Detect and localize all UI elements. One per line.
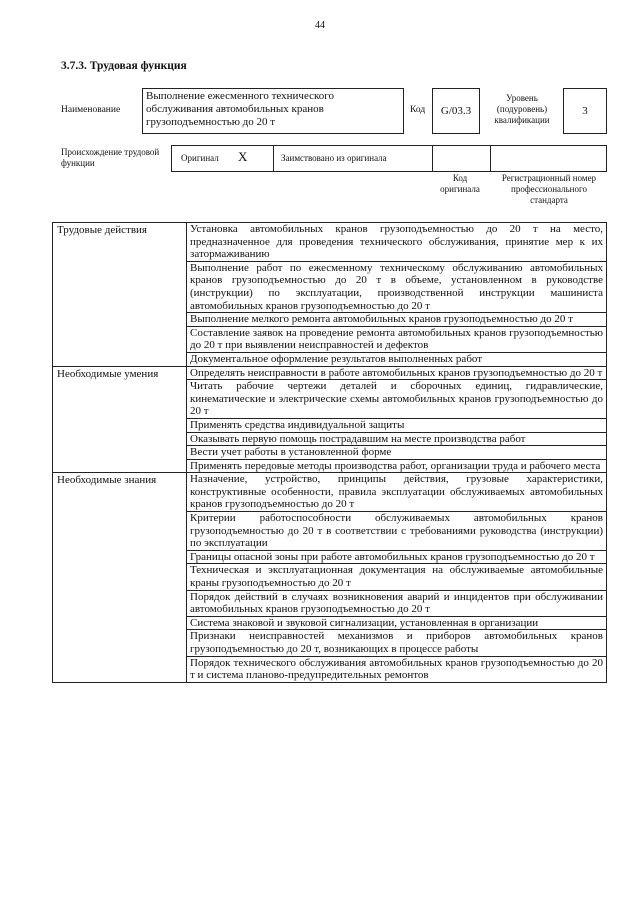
list-item: Применять передовые методы производства работ, организации труда и рабочего места (187, 459, 607, 473)
list-item: Границы опасной зоны при работе автомобильных кранов грузоподъемностью до 20 т (187, 550, 607, 564)
code-label: Код (410, 105, 426, 115)
list-item: Установка автомобильных кранов грузоподъемностью до 20 т на место, предназначенное для проведения технического обслуживания, принятие мер к их затормаживанию (187, 223, 607, 262)
list-item: Применять средства индивидуальной защиты (187, 418, 607, 432)
list-item: Вести учет работы в установленной форме (187, 446, 607, 460)
section-title: 3.7.3. Трудовая функция (61, 60, 187, 72)
reg-number-label: Регистрационный номер профессионального стандарта (501, 173, 597, 205)
list-item: Оказывать первую помощь пострадавшим на месте производства работ (187, 432, 607, 446)
table-row (53, 473, 607, 512)
list-item: Документальное оформление результатов выполненных работ (187, 352, 607, 366)
page-number: 44 (315, 20, 325, 31)
list-item: Критерии работоспособности обслуживаемых автомобильных кранов грузоподъемностью до 20 т в соответствии с требованиями руководства (инструкции) по эксплуатации (187, 512, 607, 551)
origin-row (171, 145, 607, 172)
name-label: Наименование (61, 105, 121, 115)
category-cell: Необходимые знания (53, 473, 187, 683)
list-item: Определять неисправности в работе автомобильных кранов грузоподъемностью до 20 т (187, 366, 607, 380)
list-item: Выполнение мелкого ремонта автомобильных кранов грузоподъемностью до 20 т (187, 313, 607, 327)
list-item: Порядок технического обслуживания автомобильных кранов грузоподъемностью до 20 т и система планово-предупредительных ремонтов (187, 656, 607, 682)
level-value: 3 (563, 88, 607, 134)
level-label: Уровень (подуровень) квалификации (494, 93, 550, 125)
table-row (53, 366, 607, 380)
original-label: Оригинал (181, 153, 219, 163)
list-item: Выполнение работ по ежесменному техническому обслуживанию автомобильных кранов грузоподъемностью до 20 т в объеме, установленном в руководстве (инструкции) по эксплуатации, производственной инструкции машиниста автомобильных кранов грузоподъемностью до 20 т (187, 261, 607, 312)
category-cell: Необходимые умения (53, 366, 187, 473)
labor-function-table (52, 222, 607, 683)
category-cell: Трудовые действия (53, 223, 187, 367)
origin-label: Происхождение трудовой функции (61, 147, 160, 168)
code-value: G/03.3 (432, 88, 480, 134)
function-name-value: Выполнение ежесменного технического обслуживания автомобильных кранов грузоподъемностью до 20 т (142, 88, 404, 134)
list-item: Составление заявок на проведение ремонта автомобильных кранов грузоподъемностью до 20 т при выявлении неисправностей и дефектов (187, 326, 607, 352)
list-item: Техническая и эксплуатационная документация на обслуживаемые автомобильные краны грузоподъемностью до 20 т (187, 564, 607, 590)
borrowed-label: Заимствовано из оригинала (281, 153, 387, 163)
table-row (53, 223, 607, 262)
code-original-label: Код оригинала (440, 173, 480, 194)
list-item: Назначение, устройство, принципы действия, грузовые характеристики, конструктивные особенности, правила эксплуатации обслуживаемых автомобильных кранов грузоподъемностью до 20 т (187, 473, 607, 512)
list-item: Признаки неисправностей механизмов и приборов автомобильных кранов грузоподъемностью до 20 т, возникающих в процессе работы (187, 630, 607, 656)
list-item: Порядок действий в случаях возникновения аварий и инцидентов при обслуживании автомобильных кранов грузоподъемностью до 20 т (187, 590, 607, 616)
list-item: Читать рабочие чертежи деталей и сборочных единиц, гидравлические, кинематические и электрические схемы автомобильных кранов грузоподъемностью до 20 т (187, 380, 607, 419)
original-mark: X (238, 149, 248, 164)
list-item: Система знаковой и звуковой сигнализации, установленная в организации (187, 616, 607, 630)
